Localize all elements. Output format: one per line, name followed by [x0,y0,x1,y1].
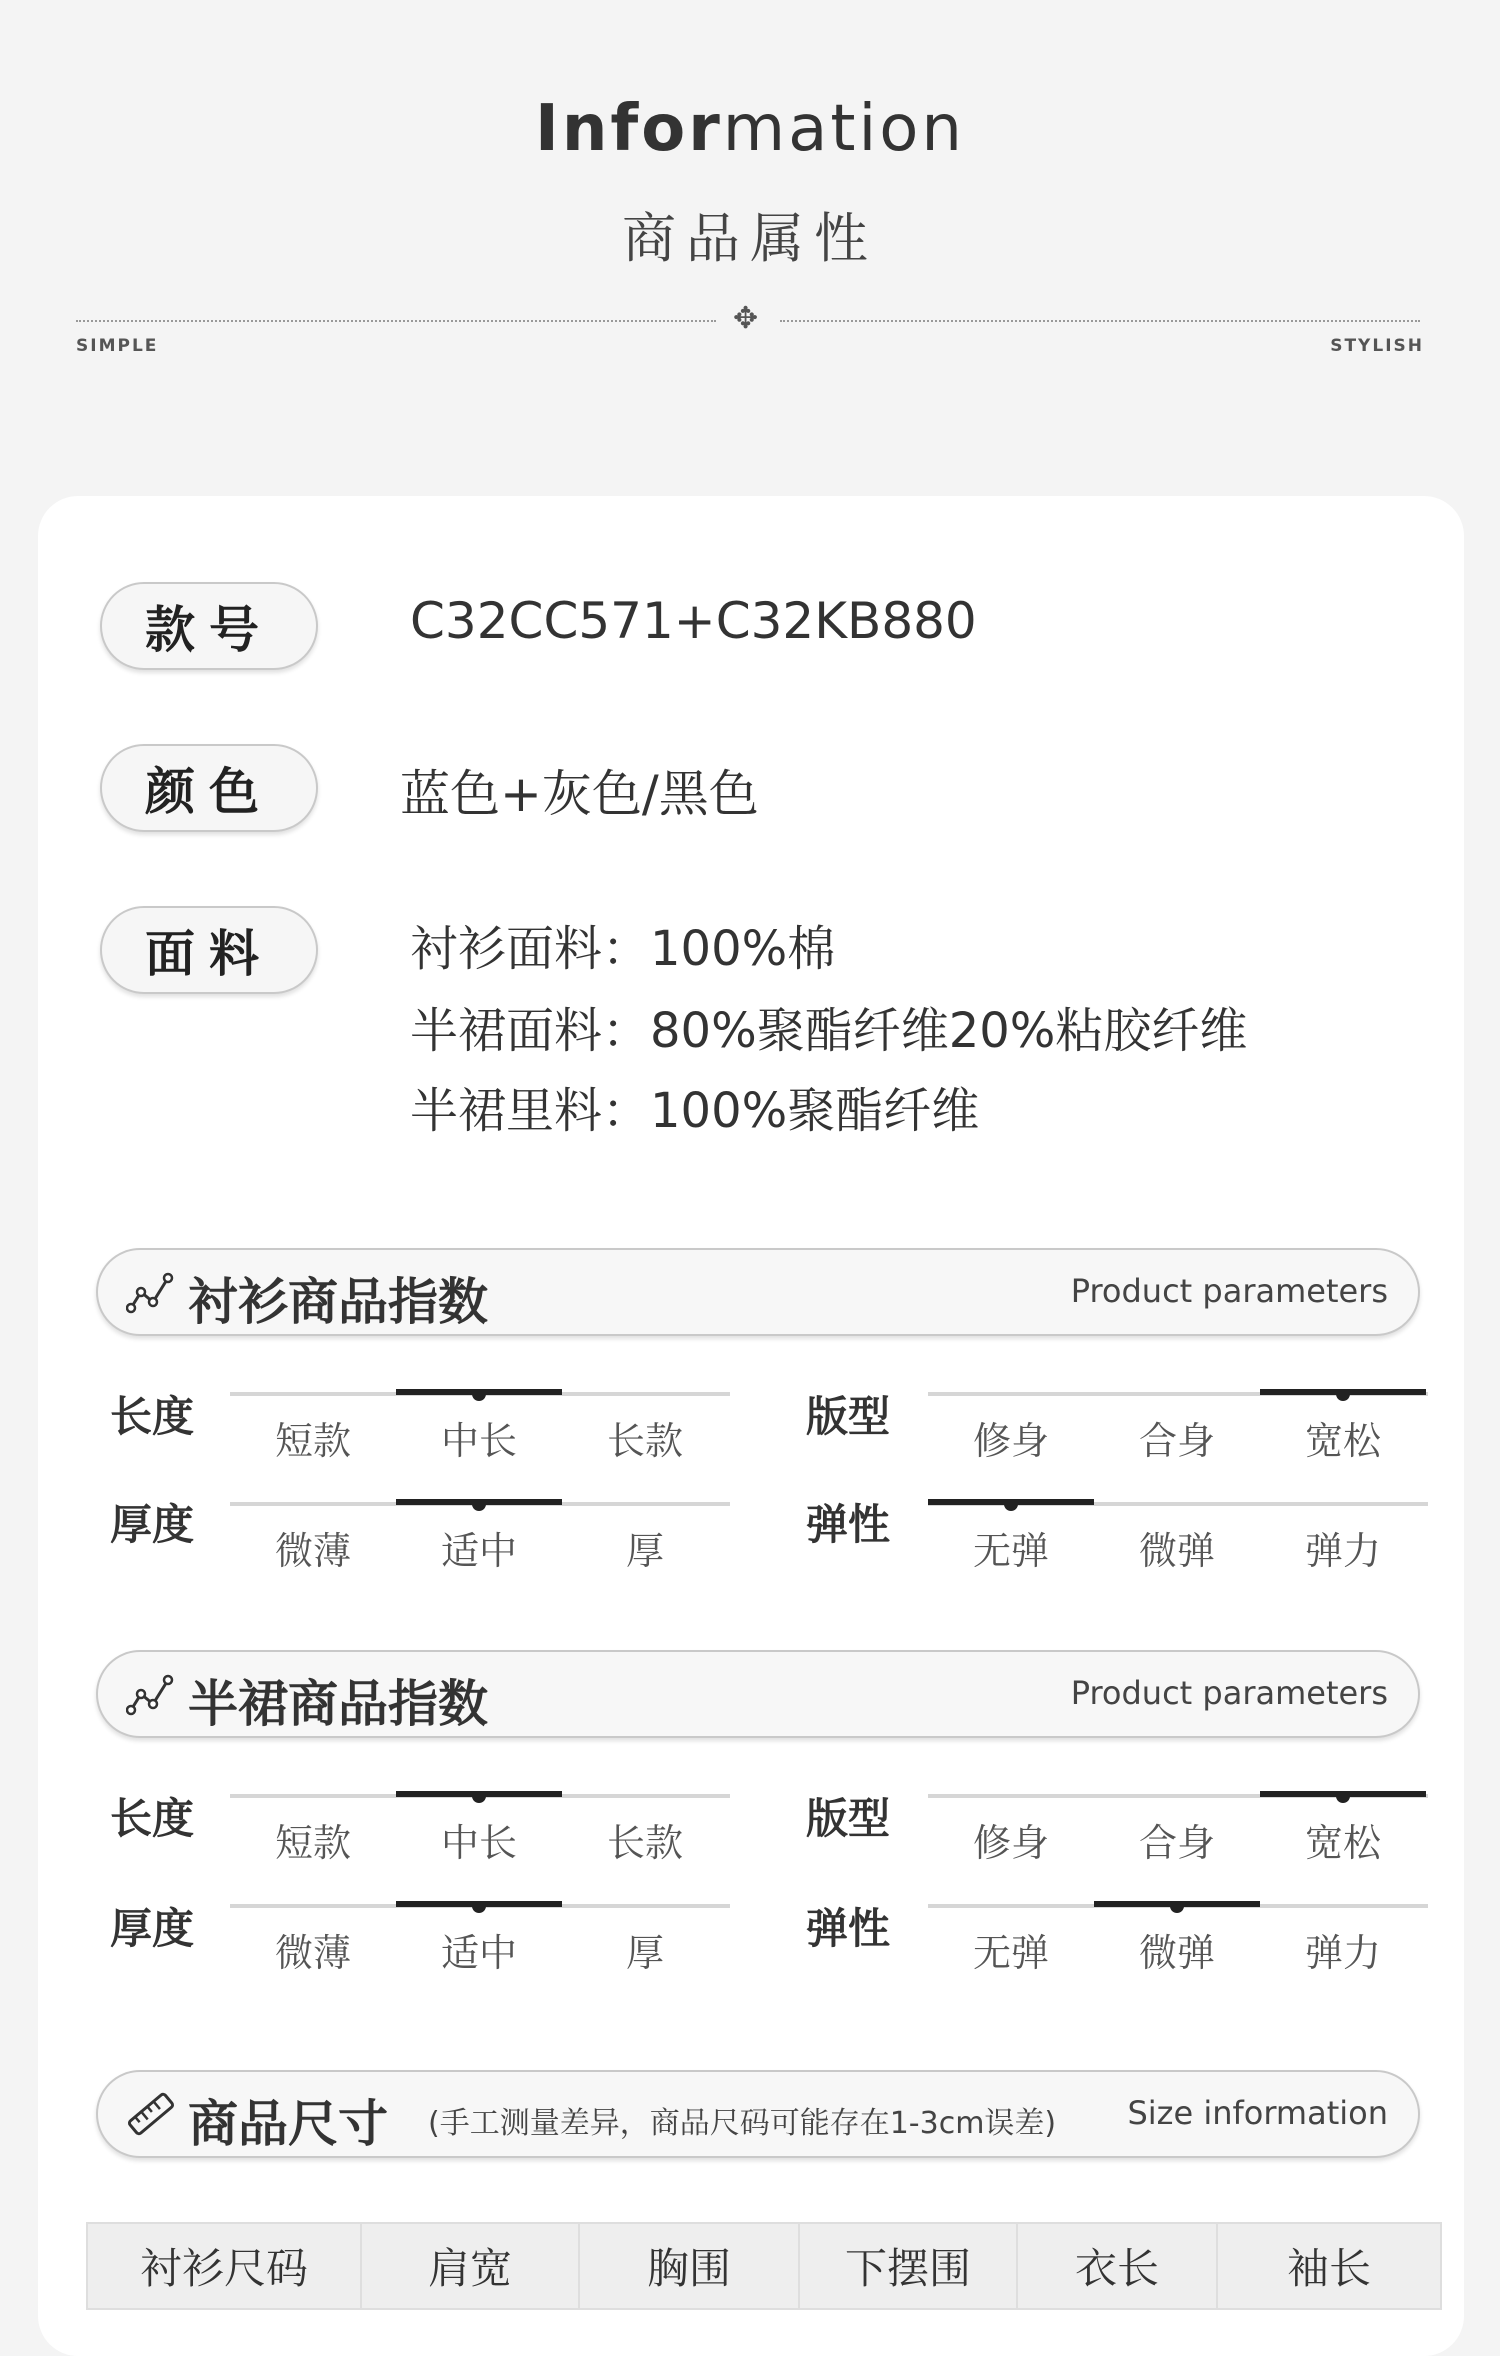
scale-selected-marker [1094,1901,1260,1907]
scale-selected-marker [1260,1791,1426,1797]
skirt-params-subtitle: Product parameters [1070,1674,1388,1712]
size-table [86,2222,1442,2310]
size-column-header: 袖长 [1217,2223,1441,2309]
length-scale [230,1794,730,1864]
skirt-params-header [96,1650,1420,1738]
size-column-header: 下摆围 [799,2223,1017,2309]
style-no-label: 款号 [100,582,318,670]
elasticity-scale [928,1502,1428,1572]
info-header [0,0,1500,420]
scale-option: 合身 [1138,1821,1215,1865]
ruler-icon [126,2092,176,2136]
scale-option: 适中 [440,1931,517,1975]
divider-right [780,320,1420,322]
scale-selected-marker [396,1901,562,1907]
param-label: 长度 [110,1392,195,1441]
scale-option: 微薄 [274,1931,351,1975]
scale-selected-marker [928,1499,1094,1505]
cross-arrows-icon: ✥ [733,301,759,336]
scale-option: 厚 [625,1931,664,1975]
param-label: 厚度 [110,1500,195,1549]
elasticity-scale [928,1904,1428,1974]
scale-option: 中长 [440,1821,517,1865]
scale-option: 微薄 [274,1529,351,1573]
fabric-label: 面料 [100,906,318,994]
scale-option: 短款 [274,1419,351,1463]
fabric-line: 半裙面料：80%聚酯纤维20%粘胶纤维 [410,1003,1248,1059]
scale-option: 宽松 [1304,1821,1381,1865]
attributes-card [38,496,1464,2356]
param-label: 长度 [110,1794,195,1843]
size-column-header: 衣长 [1017,2223,1217,2309]
size-column-header: 肩宽 [361,2223,579,2309]
fit-scale [928,1392,1428,1462]
simple-label: SIMPLE [76,336,159,356]
scale-selected-marker [396,1389,562,1395]
color-value: 蓝色+灰色/黑色 [400,765,759,823]
fit-scale [928,1794,1428,1864]
size-info-subtitle: Size information [1127,2094,1388,2132]
scale-option: 中长 [440,1419,517,1463]
fabric-line: 半裙里料：100%聚酯纤维 [410,1083,980,1139]
divider-left [76,320,716,322]
size-info-title: 商品尺寸 [188,2095,388,2153]
length-scale [230,1392,730,1462]
skirt-params-title: 半裙商品指数 [188,1675,488,1733]
scale-option: 长款 [606,1821,683,1865]
size-table-header-row [87,2223,1441,2309]
title-chinese: 商品属性 [622,207,878,270]
scale-option: 厚 [625,1529,664,1573]
title-english-rest: mation [722,92,965,166]
size-info-header [96,2070,1420,2158]
param-label: 版型 [806,1794,891,1843]
scale-option: 修身 [972,1419,1049,1463]
stylish-label: STYLISH [1330,336,1424,356]
trend-line-icon [126,1270,176,1314]
scale-option: 微弹 [1138,1931,1215,1975]
style-no-value: C32CC571+C32KB880 [410,592,977,650]
fabric-line: 衬衫面料：100%棉 [410,921,836,977]
scale-selected-marker [396,1791,562,1797]
scale-option: 修身 [972,1821,1049,1865]
thickness-scale [230,1904,730,1974]
param-label: 厚度 [110,1904,195,1953]
size-column-header: 衬衫尺码 [87,2223,361,2309]
scale-selected-marker [1260,1389,1426,1395]
shirt-params-header [96,1248,1420,1336]
param-label: 弹性 [806,1904,891,1953]
param-label: 版型 [806,1392,891,1441]
scale-option: 宽松 [1304,1419,1381,1463]
scale-option: 弹力 [1304,1931,1381,1975]
scale-option: 无弹 [972,1931,1049,1975]
size-column-header: 胸围 [579,2223,799,2309]
scale-selected-marker [396,1499,562,1505]
thickness-scale [230,1502,730,1572]
shirt-params-subtitle: Product parameters [1070,1272,1388,1310]
title-english [0,92,1500,166]
title-english-bold: Infor [535,92,723,166]
size-info-note: (手工测量差异，商品尺码可能存在1-3cm误差) [428,2106,1057,2141]
scale-option: 弹力 [1304,1529,1381,1573]
scale-option: 适中 [440,1529,517,1573]
param-label: 弹性 [806,1500,891,1549]
scale-option: 长款 [606,1419,683,1463]
scale-option: 微弹 [1138,1529,1215,1573]
trend-line-icon [126,1672,176,1716]
scale-option: 合身 [1138,1419,1215,1463]
scale-option: 无弹 [972,1529,1049,1573]
shirt-params-title: 衬衫商品指数 [188,1273,488,1331]
color-label: 颜色 [100,744,318,832]
scale-option: 短款 [274,1821,351,1865]
